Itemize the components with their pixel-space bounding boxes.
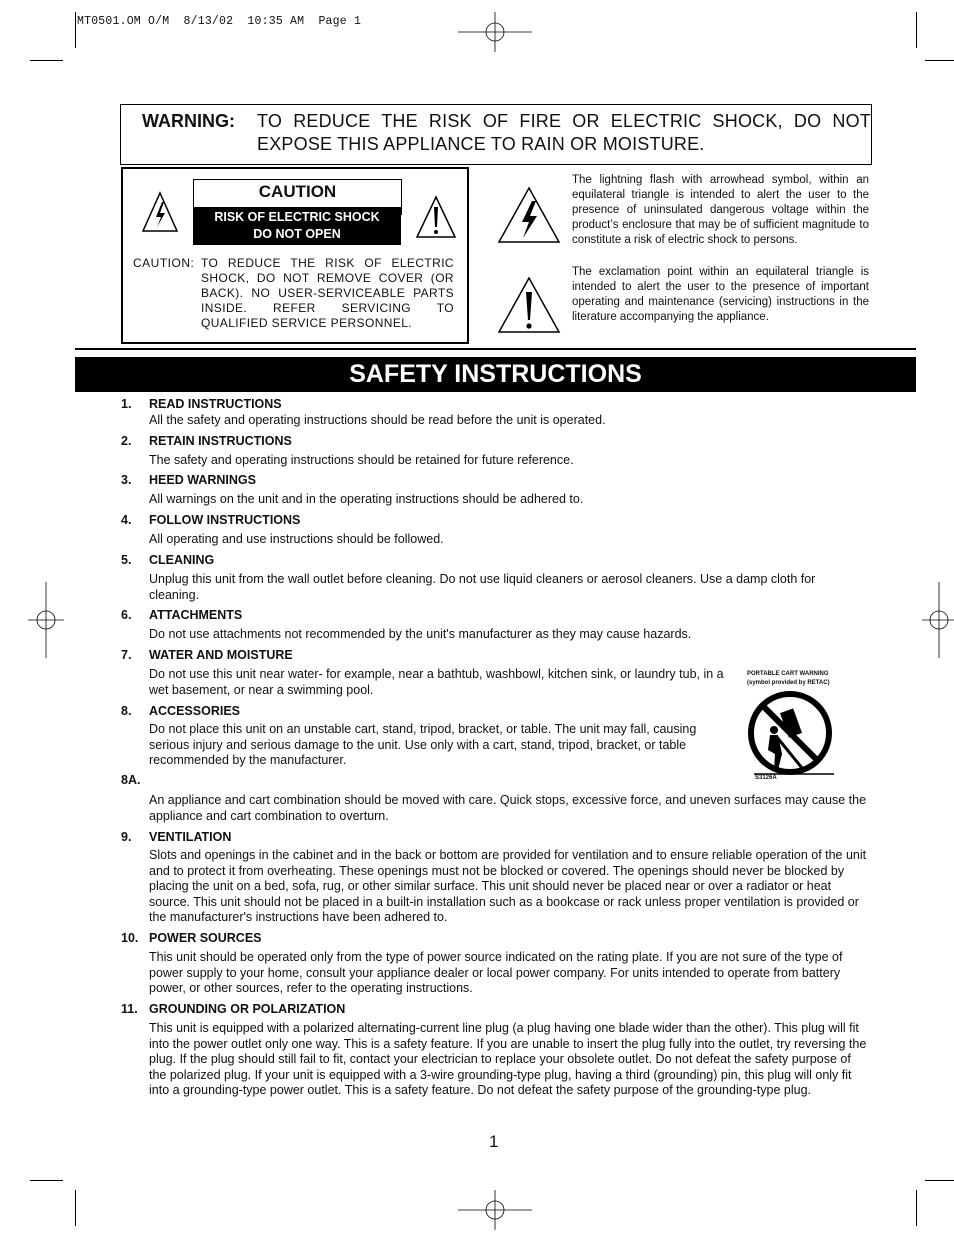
warning-text: TO REDUCE THE RISK OF FIRE OR ELECTRIC SHOCK, DO NOT EXPOSE THIS APPLIANCE TO RAIN OR MOISTURE. bbox=[257, 111, 871, 154]
item-title: VENTILATION bbox=[149, 830, 232, 844]
section-title: SAFETY INSTRUCTIONS bbox=[75, 357, 916, 392]
registration-mark-icon bbox=[458, 1190, 532, 1230]
crop-mark bbox=[916, 1190, 917, 1226]
page-number: 1 bbox=[489, 1132, 499, 1151]
crop-mark bbox=[30, 60, 63, 61]
item-title: READ INSTRUCTIONS bbox=[149, 397, 282, 411]
item-title: RETAIN INSTRUCTIONS bbox=[149, 434, 292, 448]
crop-mark bbox=[30, 1180, 63, 1181]
item-title: FOLLOW INSTRUCTIONS bbox=[149, 513, 301, 527]
lightning-triangle-icon bbox=[141, 191, 179, 233]
risk-banner-line1: RISK OF ELECTRIC SHOCK bbox=[214, 210, 380, 224]
warning-label: WARNING: bbox=[142, 111, 235, 131]
item-title: ACCESSORIES bbox=[149, 704, 240, 718]
divider bbox=[75, 348, 916, 350]
cart-warning-credit: (symbol provided by RETAC) bbox=[747, 680, 830, 686]
item-number: 1. bbox=[121, 397, 132, 411]
caution-text: TO REDUCE THE RISK OF ELECTRIC SHOCK, DO NOT REMOVE COVER (OR BACK). NO USER-SERVICEABLE PARTS INSIDE. REFER SERVICING TO QUALIFIED SERVICE PERSONNEL. bbox=[201, 256, 454, 330]
risk-banner-line2: DO NOT OPEN bbox=[253, 227, 341, 241]
item-body: Do not use attachments not recommended by the unit's manufacturer as they may cause hazards. bbox=[149, 627, 692, 641]
caution-prefix: CAUTION: bbox=[133, 256, 195, 270]
item-number: 5. bbox=[121, 553, 132, 567]
item-body: All warnings on the unit and in the operating instructions should be adhered to. bbox=[149, 492, 584, 506]
cart-warning-title: PORTABLE CART WARNING bbox=[747, 671, 829, 677]
item-number: 10. bbox=[121, 931, 139, 945]
lightning-triangle-icon bbox=[497, 186, 561, 244]
item-number: 6. bbox=[121, 608, 132, 622]
item-body: This unit is equipped with a polarized alternating-current line plug (a plug having one blade wider than the other). This plug will fit into the power outlet only one way. This is a safety feature. If you are unable to insert the plug fully into the outlet, try reversing the plug. If the plug should still fail to fit, contact your electrician to replace your obsolete outlet. Do not defeat the safety purpose of the polarized plug. If your unit is equipped with a 3-wire grounding-type plug, having a third (grounding) pin, this plug will only fit into a grounding-type power outlet. This is a safety feature. Do not defeat the safety purpose of the grounding-type plug. bbox=[149, 1021, 867, 1097]
item-number: 9. bbox=[121, 830, 132, 844]
caution-heading: CAUTION bbox=[193, 179, 402, 215]
item-title: HEED WARNINGS bbox=[149, 473, 256, 487]
cart-tip-over-icon bbox=[744, 688, 836, 778]
item-body: All the safety and operating instructions should be read before the unit is operated. bbox=[149, 413, 606, 427]
registration-mark-icon bbox=[458, 12, 532, 52]
item-number: 2. bbox=[121, 434, 132, 448]
item-body: Slots and openings in the cabinet and in the back or bottom are provided for ventilation and to ensure reliable operation of the unit and to protect it from overheating. These openings must not be blocked or covered. The openings should never be blocked by placing the unit on a bed, sofa, rug, or other similar surface. This unit should never be placed near or over a radiator or heat source. This unit should not be placed in a built-in installation such as a bookcase or rack unless proper ventilation is provided or the manufacturer's instructions have been adhered to. bbox=[149, 848, 867, 924]
item-body: Do not place this unit on an unstable cart, stand, tripod, bracket, or table. The unit may fall, causing serious injury and serious damage to the unit. Use only with a cart, stand, tripod, bracket, or table recommended by the manufacturer. bbox=[149, 722, 697, 767]
item-title: CLEANING bbox=[149, 553, 215, 567]
item-number: 7. bbox=[121, 648, 132, 662]
item-number: 3. bbox=[121, 473, 132, 487]
item-title: POWER SOURCES bbox=[149, 931, 262, 945]
item-number: 8A. bbox=[121, 773, 141, 787]
item-number: 8. bbox=[121, 704, 132, 718]
crop-mark bbox=[75, 1190, 76, 1226]
cart-warning-code: S3126A bbox=[755, 775, 777, 781]
item-body: The safety and operating instructions should be retained for future reference. bbox=[149, 453, 574, 467]
crop-mark bbox=[925, 1180, 954, 1181]
item-body: All operating and use instructions should be followed. bbox=[149, 532, 444, 546]
item-body: Do not use this unit near water- for example, near a bathtub, washbowl, kitchen sink, or laundry tub, in a wet basement, or near a swimming pool. bbox=[149, 667, 724, 697]
risk-banner bbox=[193, 207, 401, 245]
lightning-symbol-text: The lightning flash with arrowhead symbol, within an equilateral triangle is intended to alert the user to the presence of uninsulated dangerous voltage within the product’s enclosure that may be of sufficient magnitude to constitute a risk of electric shock to persons. bbox=[572, 174, 869, 246]
crop-mark bbox=[925, 60, 954, 61]
exclamation-triangle-icon bbox=[415, 195, 457, 239]
registration-mark-icon bbox=[28, 582, 64, 658]
registration-mark-icon bbox=[922, 582, 954, 658]
crop-mark bbox=[75, 12, 76, 48]
crop-mark bbox=[916, 12, 917, 48]
item-title: GROUNDING OR POLARIZATION bbox=[149, 1002, 346, 1016]
item-body: Unplug this unit from the wall outlet before cleaning. Do not use liquid cleaners or aerosol cleaners. Use a damp cloth for cleaning. bbox=[149, 572, 816, 602]
item-body: This unit should be operated only from the type of power source indicated on the rating plate. If you are not sure of the type of power supply to your home, consult your appliance dealer or local power company. For units intended to operate from battery power, or other sources, refer to the operating instructions. bbox=[149, 950, 843, 995]
warning-box bbox=[120, 104, 872, 165]
item-title: ATTACHMENTS bbox=[149, 608, 243, 622]
caution-box bbox=[121, 167, 469, 344]
item-title: WATER AND MOISTURE bbox=[149, 648, 293, 662]
print-header: MT0501.OM O/M 8/13/02 10:35 AM Page 1 bbox=[77, 15, 362, 28]
item-body: An appliance and cart combination should be moved with care. Quick stops, excessive force, and uneven surfaces may cause the appliance and cart combination to overturn. bbox=[149, 793, 867, 823]
cart-warning-label bbox=[747, 670, 830, 688]
exclamation-symbol-text: The exclamation point within an equilateral triangle is intended to alert the user to the presence of important operating and maintenance (servicing) instructions in the literature accompanying the appliance. bbox=[572, 266, 869, 323]
item-number: 11. bbox=[121, 1002, 138, 1016]
item-number: 4. bbox=[121, 513, 132, 527]
exclamation-triangle-icon bbox=[497, 276, 561, 334]
